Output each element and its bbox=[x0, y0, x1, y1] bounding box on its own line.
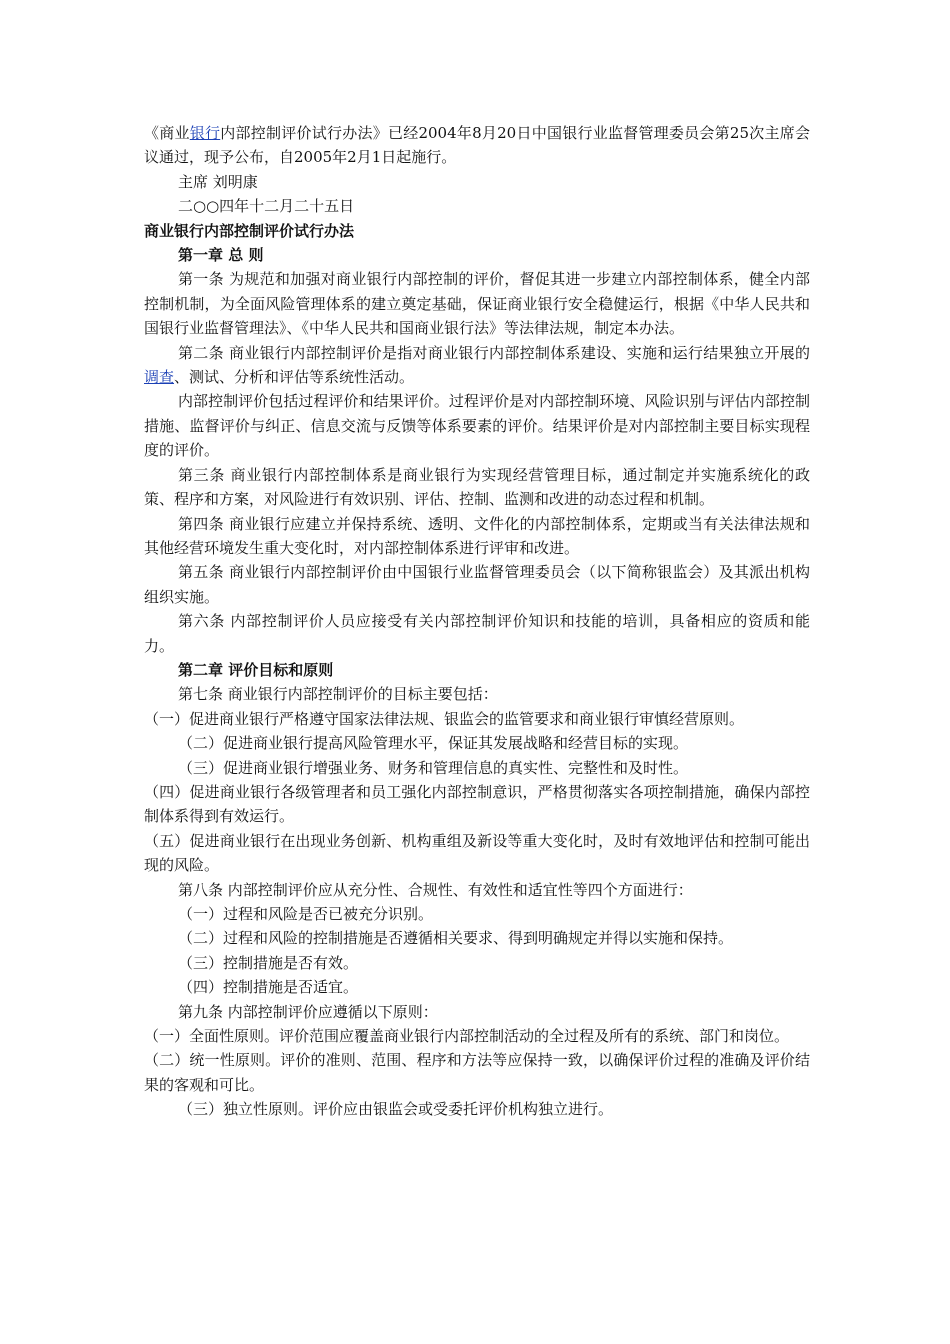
article-7: 第七条 商业银行内部控制评价的目标主要包括： bbox=[178, 685, 498, 704]
chapter-1-heading: 第一章 总 则 bbox=[178, 246, 264, 265]
article-7-item: （一）促进商业银行严格遵守国家法律法规、银监会的监管要求和商业银行审慎经营原则。 bbox=[144, 709, 745, 728]
article-8: 第八条 内部控制评价应从充分性、合规性、有效性和适宜性等四个方面进行： bbox=[178, 880, 693, 899]
article-8-item: （一）过程和风险是否已被充分识别。 bbox=[178, 905, 434, 923]
article-8-item: （二）过程和风险的控制措施是否遵循相关要求、得到明确规定并得以实施和保持。 bbox=[178, 929, 734, 948]
article-2-text-rest: 、测试、分析和评估等系统性活动。 bbox=[174, 368, 415, 387]
article-7-item: （四）促进商业银行各级管理者和员工强化内部控制意识，严格贯彻落实各项控制措施，确保内部控制体系得到有效运行。 bbox=[144, 782, 810, 826]
article-8-item: （四）控制措施是否适宜。 bbox=[178, 978, 359, 997]
article-9-item: （二）统一性原则。评价的准则、范围、程序和方法等应保持一致，以确保评价过程的准确及评价结果的客观和可比。 bbox=[144, 1051, 810, 1094]
intro-paragraph bbox=[144, 121, 810, 170]
article-2-text-start: 第二条 商业银行内部控制评价是指对商业银行内部控制体系建设、实施和运行结果独立开展的 bbox=[178, 343, 810, 362]
document-title: 商业银行内部控制评价试行办法 bbox=[144, 221, 355, 240]
article-9-item: （一）全面性原则。评价范围应覆盖商业银行内部控制活动的全过程及所有的系统、部门和岗位。 bbox=[144, 1027, 790, 1046]
article-9: 第九条 内部控制评价应遵循以下原则： bbox=[178, 1002, 438, 1021]
survey-link[interactable]: 调查 bbox=[144, 368, 175, 387]
document-body bbox=[144, 121, 810, 1122]
article-5: 第五条 商业银行内部控制评价由中国银行业监督管理委员会（以下简称银监会）及其派出机构组织实施。 bbox=[144, 563, 810, 606]
article-2-paragraph-2: 内部控制评价包括过程评价和结果评价。过程评价是对内部控制环境、风险识别与评估内部控制措施、监督评价与纠正、信息交流与反馈等体系要素的评价。结果评价是对内部控制主要目标实现程度的评价。 bbox=[144, 392, 810, 460]
article-7-item: （三）促进商业银行增强业务、财务和管理信息的真实性、完整性和及时性。 bbox=[178, 758, 689, 777]
bank-link[interactable]: 银行 bbox=[189, 124, 221, 142]
article-7-item: （五）促进商业银行在出现业务创新、机构重组及新设等重大变化时，及时有效地评估和控制可能出现的风险。 bbox=[144, 831, 810, 875]
intro-text-start: 《商业 bbox=[144, 124, 190, 142]
article-1: 第一条 为规范和加强对商业银行内部控制的评价，督促其进一步建立内部控制体系，健全内部控制机制，为全面风险管理体系的建立奠定基础，保证商业银行安全稳健运行，根据《中华人民共和国银行业监督管理法》、《中华人民共和国商业银行法》等法律法规，制定本办法。 bbox=[144, 270, 810, 338]
article-3: 第三条 商业银行内部控制体系是商业银行为实现经营管理目标，通过制定并实施系统化的政策、程序和方案，对风险进行有效识别、评估、控制、监测和改进的动态过程和机制。 bbox=[144, 465, 810, 509]
article-8-item: （三）控制措施是否有效。 bbox=[178, 953, 359, 972]
article-2 bbox=[144, 341, 810, 390]
date-line: 二○○四年十二月二十五日 bbox=[178, 197, 355, 216]
chapter-2-heading: 第二章 评价目标和原则 bbox=[178, 660, 334, 679]
article-9-item: （三）独立性原则。评价应由银监会或受委托评价机构独立进行。 bbox=[178, 1100, 614, 1119]
signature-line: 主席 刘明康 bbox=[178, 172, 258, 191]
article-7-item: （二）促进商业银行提高风险管理水平，保证其发展战略和经营目标的实现。 bbox=[178, 734, 689, 753]
intro-text-rest: 内部控制评价试行办法》已经2004年8月20日中国银行业监督管理委员会第25次主席会议通过，现予公布，自2005年2月1日起施行。 bbox=[144, 124, 810, 167]
article-4: 第四条 商业银行应建立并保持系统、透明、文件化的内部控制体系，定期或当有关法律法规和其他经营环境发生重大变化时，对内部控制体系进行评审和改进。 bbox=[144, 514, 810, 557]
article-6: 第六条 内部控制评价人员应接受有关内部控制评价知识和技能的培训，具备相应的资质和能力。 bbox=[144, 612, 810, 655]
